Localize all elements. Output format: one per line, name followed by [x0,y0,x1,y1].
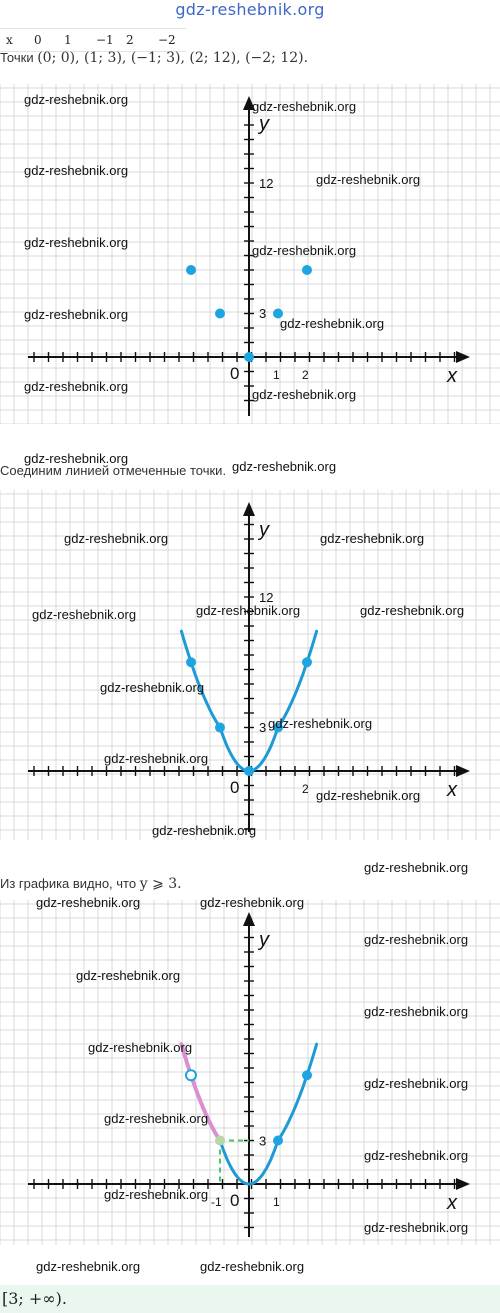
x-axis-arrow [456,765,470,777]
x-tick-label: 1 [273,368,280,382]
watermark: gdz-reshebnik.org [76,968,181,983]
watermark: gdz-reshebnik.org [364,932,469,947]
data-point [215,1136,225,1146]
watermark: gdz-reshebnik.org [36,895,141,910]
watermark: gdz-reshebnik.org [252,387,357,402]
answer-box [0,1285,500,1313]
y-tick-label: 3 [259,306,267,321]
watermark: gdz-reshebnik.org [24,451,129,466]
conclusion-expr: y ⩾ 3. [139,876,182,892]
data-point [244,352,254,362]
graph-points [0,84,500,424]
y-tick-label: 12 [259,176,274,191]
watermark: gdz-reshebnik.org [316,172,421,187]
x-tick-label: -1 [211,1195,222,1209]
table-cell: −1 [96,33,114,47]
conclusion-statement [0,876,182,892]
origin-label: 0 [230,1191,240,1210]
x-axis-arrow [456,1178,470,1190]
watermark: gdz-reshebnik.org [280,316,385,331]
site-title[interactable]: gdz-reshebnik.org [175,0,325,19]
watermark: gdz-reshebnik.org [252,243,357,258]
watermark: gdz-reshebnik.org [360,603,465,618]
table-cell: −2 [158,33,176,47]
watermark: gdz-reshebnik.org [104,751,209,766]
table-cell: 1 [64,33,72,47]
watermark: gdz-reshebnik.org [364,1148,469,1163]
data-point [186,657,196,667]
y-axis-label: y [259,929,269,951]
data-point [215,309,225,319]
watermark: gdz-reshebnik.org [252,99,357,114]
y-axis-label: y [259,519,269,541]
data-point [302,265,312,275]
watermark: gdz-reshebnik.org [316,788,421,803]
table-cell: 0 [34,33,42,47]
data-point [186,1070,196,1080]
highlighted-branch [181,1044,220,1140]
y-axis-label: y [259,113,269,135]
watermark: gdz-reshebnik.org [88,1040,193,1055]
table-cell: x [6,33,13,47]
watermark: gdz-reshebnik.org [268,716,373,731]
x-tick-label: 1 [273,1195,280,1209]
x-axis-label: x [447,365,457,387]
points-list: (0; 0), (1; 3), (−1; 3), (2; 12), (−2; 12). [37,50,309,66]
watermark: gdz-reshebnik.org [36,1259,141,1274]
watermark: gdz-reshebnik.org [64,531,169,546]
data-point [244,766,254,776]
watermark: gdz-reshebnik.org [24,379,129,394]
answer-text: [3; +∞). [2,1289,67,1308]
watermark: gdz-reshebnik.org [364,1004,469,1019]
table-cell: 2 [126,33,134,47]
conclusion-prefix: Из графика видно, что [0,876,137,891]
watermark: gdz-reshebnik.org [152,823,257,838]
origin-label: 0 [230,778,240,797]
x-tick-label: 2 [302,368,309,382]
data-point [302,657,312,667]
data-point [273,1136,283,1146]
data-point [215,723,225,733]
y-tick-label: 3 [259,720,267,735]
watermark: gdz-reshebnik.org [32,607,137,622]
watermark: gdz-reshebnik.org [232,459,337,474]
watermark: gdz-reshebnik.org [320,531,425,546]
watermark: gdz-reshebnik.org [24,163,129,178]
y-axis-arrow [243,912,255,926]
x-tick-label: 2 [302,782,309,796]
watermark: gdz-reshebnik.org [100,680,205,695]
watermark: gdz-reshebnik.org [196,603,301,618]
watermark: gdz-reshebnik.org [200,895,305,910]
watermark: gdz-reshebnik.org [364,1220,469,1235]
origin-label: 0 [230,364,240,383]
points-statement [0,50,308,66]
watermark: gdz-reshebnik.org [24,92,129,107]
watermark: gdz-reshebnik.org [24,235,129,250]
watermark: gdz-reshebnik.org [364,1076,469,1091]
data-point [186,265,196,275]
y-tick-label: 3 [259,1133,267,1149]
x-axis-arrow [456,351,470,363]
watermark: gdz-reshebnik.org [200,1259,305,1274]
x-axis-label: x [447,1192,457,1214]
graph-range [0,900,500,1245]
y-tick-label: 12 [259,590,274,605]
watermark: gdz-reshebnik.org [104,1111,209,1126]
connect-statement: Соединим линией отмеченные точки. [0,463,227,478]
site-header[interactable] [0,0,500,26]
watermark: gdz-reshebnik.org [24,307,129,322]
y-axis-arrow [243,502,255,516]
watermark: gdz-reshebnik.org [364,860,469,875]
data-point [302,1070,312,1080]
points-prefix: Точки [0,50,34,65]
watermark: gdz-reshebnik.org [104,1187,209,1202]
values-table [0,28,186,52]
x-axis-label: x [447,779,457,801]
